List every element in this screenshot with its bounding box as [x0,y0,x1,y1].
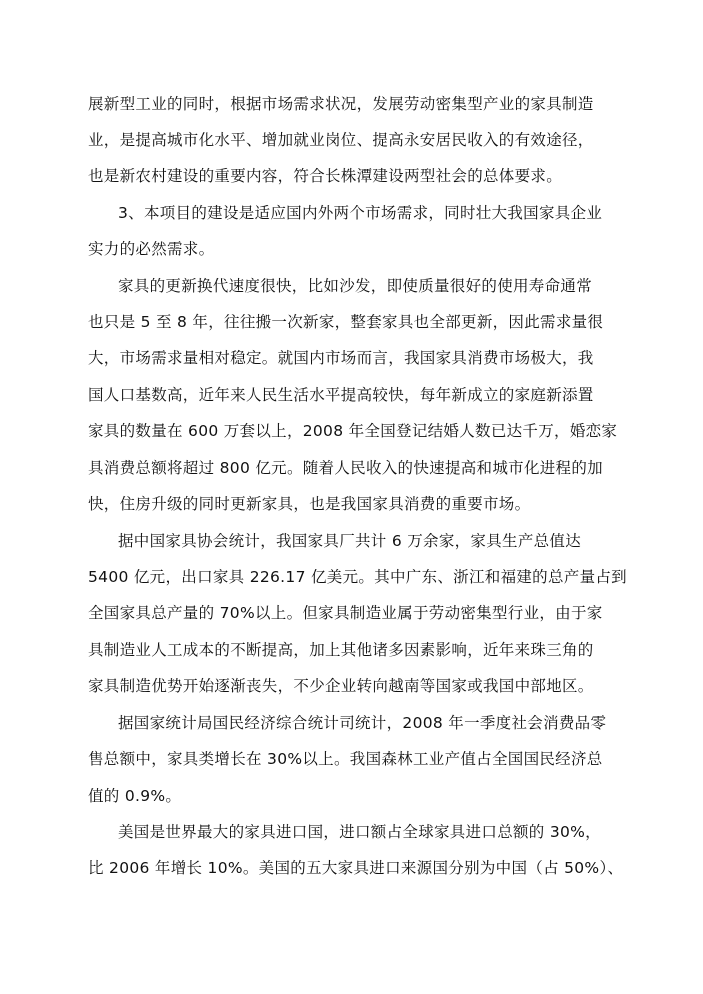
text-line: 大，市场需求量相对稳定。就国内市场而言，我国家具消费市场极大，我 [88,349,594,367]
text-line: 售总额中，家具类增长在 30%以上。我国森林工业产值占全国国民经济总 [88,750,603,768]
text-line: 国人口基数高，近年来人民生活水平提高较快，每年新成立的家庭新添置 [88,386,594,404]
text-line: 也是新农村建设的重要内容，符合长株潭建设两型社会的总体要求。 [88,167,563,185]
text-line: 具制造业人工成本的不断提高，加上其他诸多因素影响，近年来珠三角的 [88,641,594,659]
text-line: 展新型工业的同时，根据市场需求状况，发展劳动密集型产业的家具制造 [88,95,594,113]
text-line: 具消费总额将超过 800 亿元。随着人民收入的快速提高和城市化进程的加 [88,459,603,477]
text-line: 据中国家具协会统计，我国家具厂共计 6 万余家，家具生产总值达 [118,532,582,550]
text-line: 值的 0.9%。 [88,787,182,805]
text-line: 实力的必然需求。 [88,240,215,258]
text-line: 家具的更新换代速度很快，比如沙发，即使质量很好的使用寿命通常 [118,277,593,295]
text-line: 业，是提高城市化水平、增加就业岗位、提高永安居民收入的有效途径， [88,131,594,149]
text-line: 5400 亿元，出口家具 226.17 亿美元。其中广东、浙江和福建的总产量占到 [88,568,627,586]
text-line: 快，住房升级的同时更新家具，也是我国家具消费的重要市场。 [88,495,531,513]
text-line: 也只是 5 至 8 年，往往搬一次新家，整套家具也全部更新，因此需求量很 [88,313,604,331]
text-line: 3、本项目的建设是适应国内外两个市场需求，同时壮大我国家具企业 [118,204,603,222]
text-line: 家具制造优势开始逐渐丧失，不少企业转向越南等国家或我国中部地区。 [88,677,594,695]
text-line: 比 2006 年增长 10%。美国的五大家具进口来源国分别为中国（占 50%）、 [88,859,624,877]
text-line: 美国是世界最大的家具进口国，进口额占全球家具进口总额的 30%， [118,823,601,841]
text-line: 据国家统计局国民经济综合统计司统计，2008 年一季度社会消费品零 [118,714,607,732]
text-line: 家具的数量在 600 万套以上，2008 年全国登记结婚人数已达千万，婚恋家 [88,422,618,440]
text-line: 全国家具总产量的 70%以上。但家具制造业属于劳动密集型行业，由于家 [88,604,603,622]
